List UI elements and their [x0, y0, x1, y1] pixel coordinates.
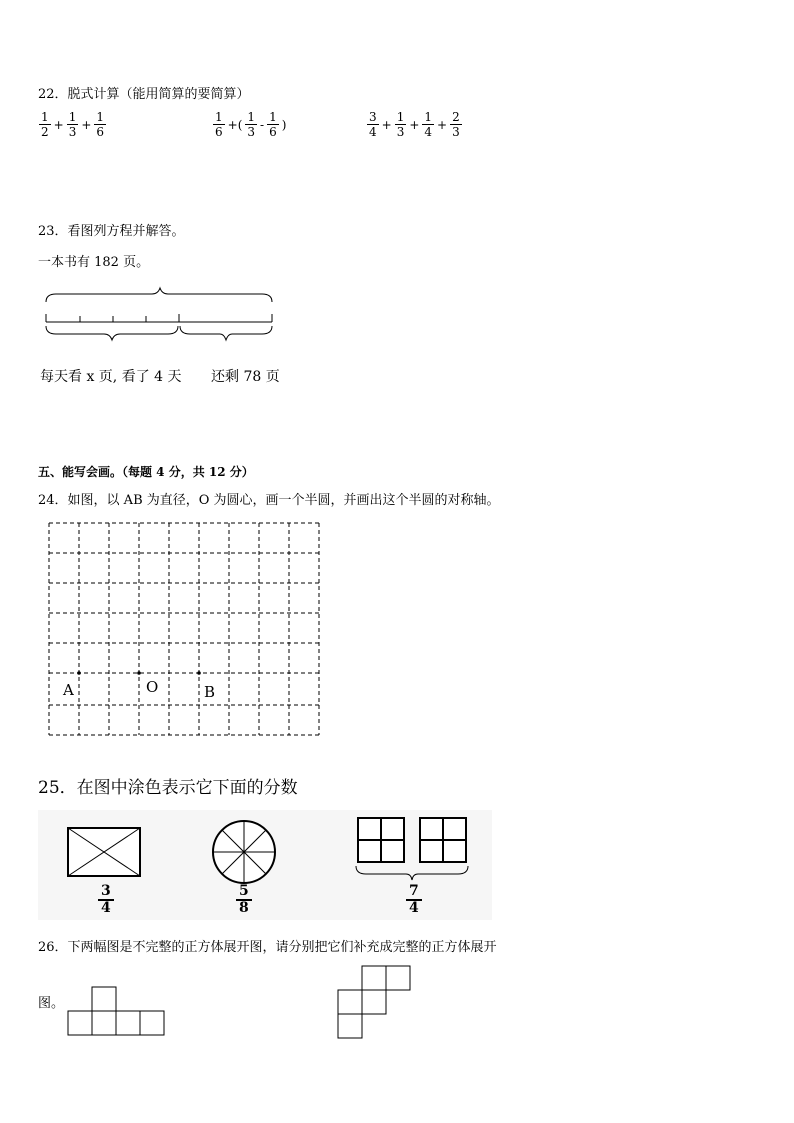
fraction: $\frac{3}{4}$	[369, 110, 377, 139]
q24-title: 24．如图，以 AB 为直径，O 为圆心，画一个半圆，并画出这个半圆的对称轴。	[38, 493, 500, 508]
fraction: $\frac{1}{3}$	[247, 110, 256, 139]
two-squares-shape	[354, 814, 474, 882]
fraction: $\frac{1}{4}$	[424, 110, 433, 139]
q25-figure-panel	[38, 810, 492, 920]
point-o-dot	[137, 671, 141, 675]
fraction-five-eighths: 5 8	[236, 884, 252, 916]
fraction: $\frac{1}{6}$	[215, 110, 223, 139]
fraction: $\frac{1}{2}$	[41, 110, 49, 139]
point-a-label: A	[63, 681, 74, 699]
fraction: $\frac{1}{6}$	[96, 110, 105, 139]
q22-expression-3: $\frac{3}{4}$ + $\frac{1}{3}$ + $\frac{1}{4}$ + $\frac{2}{3}$	[369, 110, 460, 139]
section-five-title: 五、能写会画。（每题 4 分，共 12 分）	[38, 465, 254, 479]
circle-shape	[210, 818, 278, 886]
cube-net-left	[66, 985, 168, 1037]
point-a-dot	[77, 671, 81, 675]
point-o-label: O	[146, 678, 159, 696]
fraction-seven-quarters: 7 4	[406, 884, 422, 916]
q22-expression-2: $\frac{1}{6}$ +( $\frac{1}{3}$ - $\frac{1}{6}$ )	[215, 110, 287, 139]
q22-expression-1: $\frac{1}{2}$ + $\frac{1}{3}$ + $\frac{1}{6}$	[41, 110, 105, 139]
fraction: $\frac{2}{3}$	[452, 110, 460, 139]
fraction: $\frac{1}{3}$	[68, 110, 77, 139]
read-pages-label: 每天看 x 页, 看了 4 天	[40, 369, 182, 385]
rectangle-shape	[66, 826, 142, 878]
q23-title: 23．看图列方程并解答。	[38, 224, 185, 239]
cube-net-right	[336, 964, 412, 1042]
q22-title: 22．脱式计算（能用简算的要简算）	[38, 87, 250, 102]
remaining-pages-label: 还剩 78 页	[211, 369, 280, 385]
point-b-label: B	[204, 683, 216, 701]
fraction: $\frac{1}{3}$	[396, 110, 405, 139]
q23-book-pages: 一本书有 182 页。	[38, 255, 150, 270]
fraction: $\frac{1}{6}$	[269, 110, 277, 139]
q26-title-continued: 图。	[38, 996, 65, 1011]
dashed-grid	[47, 521, 325, 739]
segment-diagram	[40, 286, 280, 344]
fraction-three-quarters: 3 4	[98, 884, 114, 916]
point-b-dot	[197, 671, 201, 675]
q26-title: 26．下两幅图是不完整的正方体展开图，请分别把它们补充成完整的正方体展开	[38, 940, 497, 955]
q25-title: 25．在图中涂色表示它下面的分数	[38, 778, 298, 798]
